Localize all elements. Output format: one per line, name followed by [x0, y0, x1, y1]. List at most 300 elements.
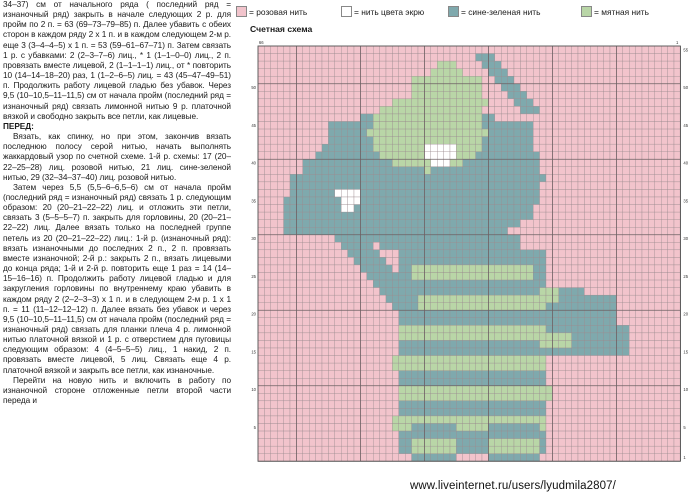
chart-cell — [437, 416, 443, 424]
chart-cell — [367, 250, 373, 258]
chart-cell — [264, 129, 270, 137]
chart-cell — [578, 257, 584, 265]
chart-cell — [540, 235, 546, 243]
chart-cell — [290, 159, 296, 167]
chart-cell — [668, 378, 674, 386]
chart-cell — [405, 333, 411, 341]
chart-cell — [296, 333, 302, 341]
chart-cell — [488, 454, 494, 462]
chart-cell — [597, 174, 603, 182]
chart-cell — [552, 439, 558, 447]
chart-cell — [303, 235, 309, 243]
chart-cell — [367, 197, 373, 205]
chart-cell — [463, 401, 469, 409]
chart-cell — [578, 69, 584, 77]
chart-cell — [271, 106, 277, 114]
chart-cell — [450, 310, 456, 318]
chart-cell — [476, 454, 482, 462]
chart-cell — [616, 61, 622, 69]
chart-cell — [284, 167, 290, 175]
chart-cell — [328, 122, 334, 130]
chart-cell — [616, 288, 622, 296]
chart-cell — [642, 303, 648, 311]
chart-cell — [604, 265, 610, 273]
chart-cell — [604, 137, 610, 145]
chart-cell — [648, 61, 654, 69]
chart-cell — [463, 152, 469, 160]
chart-cell — [373, 122, 379, 130]
chart-cell — [418, 220, 424, 228]
chart-cell — [591, 310, 597, 318]
chart-cell — [629, 84, 635, 92]
chart-cell — [584, 174, 590, 182]
chart-cell — [316, 424, 322, 432]
chart-cell — [354, 159, 360, 167]
chart-cell — [520, 137, 526, 145]
chart-cell — [591, 159, 597, 167]
chart-cell — [591, 393, 597, 401]
chart-cell — [392, 69, 398, 77]
chart-cell — [540, 114, 546, 122]
chart-cell — [290, 333, 296, 341]
chart-cell — [303, 152, 309, 160]
chart-cell — [623, 174, 629, 182]
chart-cell — [476, 416, 482, 424]
chart-cell — [482, 265, 488, 273]
chart-cell — [258, 46, 264, 54]
chart-cell — [296, 114, 302, 122]
chart-cell — [271, 363, 277, 371]
chart-cell — [520, 401, 526, 409]
chart-cell — [495, 288, 501, 296]
chart-cell — [444, 205, 450, 213]
chart-cell — [578, 393, 584, 401]
chart-cell — [469, 129, 475, 137]
chart-cell — [565, 159, 571, 167]
chart-cell — [508, 431, 514, 439]
chart-cell — [392, 84, 398, 92]
chart-cell — [540, 212, 546, 220]
chart-cell — [463, 348, 469, 356]
chart-cell — [437, 167, 443, 175]
chart-cell — [284, 273, 290, 281]
chart-cell — [277, 340, 283, 348]
chart-cell — [636, 408, 642, 416]
chart-cell — [629, 197, 635, 205]
chart-cell — [610, 295, 616, 303]
chart-cell — [316, 386, 322, 394]
chart-cell — [296, 280, 302, 288]
chart-cell — [552, 84, 558, 92]
chart-cell — [373, 378, 379, 386]
chart-cell — [591, 61, 597, 69]
chart-cell — [360, 340, 366, 348]
chart-cell — [488, 174, 494, 182]
chart-cell — [572, 205, 578, 213]
chart-cell — [623, 446, 629, 454]
chart-cell — [476, 227, 482, 235]
chart-cell — [552, 227, 558, 235]
chart-cell — [380, 182, 386, 190]
chart-cell — [546, 250, 552, 258]
chart-cell — [367, 333, 373, 341]
chart-cell — [623, 288, 629, 296]
chart-cell — [392, 378, 398, 386]
chart-cell — [674, 69, 680, 77]
chart-cell — [258, 401, 264, 409]
chart-cell — [309, 265, 315, 273]
chart-cell — [629, 280, 635, 288]
chart-cell — [328, 333, 334, 341]
chart-cell — [642, 273, 648, 281]
chart-cell — [559, 106, 565, 114]
chart-cell — [591, 288, 597, 296]
chart-cell — [629, 227, 635, 235]
chart-cell — [271, 212, 277, 220]
chart-cell — [469, 46, 475, 54]
chart-cell — [655, 363, 661, 371]
chart-cell — [520, 393, 526, 401]
chart-cell — [514, 257, 520, 265]
chart-cell — [636, 212, 642, 220]
chart-cell — [636, 84, 642, 92]
chart-cell — [572, 197, 578, 205]
chart-cell — [584, 408, 590, 416]
chart-cell — [655, 371, 661, 379]
chart-cell — [565, 265, 571, 273]
chart-cell — [405, 235, 411, 243]
chart-cell — [572, 129, 578, 137]
chart-cell — [284, 333, 290, 341]
chart-cell — [584, 61, 590, 69]
chart-cell — [367, 227, 373, 235]
chart-cell — [456, 408, 462, 416]
chart-cell — [591, 152, 597, 160]
chart-cell — [527, 174, 533, 182]
chart-cell — [386, 340, 392, 348]
chart-cell — [623, 122, 629, 130]
chart-cell — [431, 137, 437, 145]
chart-cell — [655, 152, 661, 160]
chart-cell — [533, 54, 539, 62]
chart-cell — [424, 295, 430, 303]
chart-cell — [495, 76, 501, 84]
chart-cell — [412, 295, 418, 303]
chart-cell — [540, 340, 546, 348]
chart-cell — [661, 348, 667, 356]
chart-cell — [559, 295, 565, 303]
chart-cell — [264, 393, 270, 401]
chart-cell — [444, 348, 450, 356]
chart-cell — [482, 356, 488, 364]
chart-cell — [629, 273, 635, 281]
chart-cell — [648, 280, 654, 288]
chart-cell — [616, 401, 622, 409]
chart-cell — [386, 212, 392, 220]
chart-cell — [309, 159, 315, 167]
chart-cell — [450, 91, 456, 99]
chart-cell — [444, 424, 450, 432]
chart-cell — [565, 310, 571, 318]
chart-cell — [316, 340, 322, 348]
chart-cell — [469, 205, 475, 213]
chart-cell — [277, 174, 283, 182]
chart-cell — [418, 371, 424, 379]
chart-cell — [284, 212, 290, 220]
chart-cell — [572, 386, 578, 394]
chart-cell — [584, 54, 590, 62]
chart-cell — [354, 197, 360, 205]
chart-cell — [527, 310, 533, 318]
chart-cell — [463, 356, 469, 364]
chart-cell — [584, 288, 590, 296]
chart-cell — [412, 446, 418, 454]
chart-cell — [604, 295, 610, 303]
chart-cell — [610, 386, 616, 394]
chart-cell — [277, 393, 283, 401]
chart-cell — [648, 122, 654, 130]
chart-cell — [616, 144, 622, 152]
chart-cell — [604, 54, 610, 62]
chart-cell — [610, 197, 616, 205]
chart-cell — [642, 371, 648, 379]
chart-cell — [354, 69, 360, 77]
chart-cell — [636, 325, 642, 333]
chart-cell — [661, 265, 667, 273]
chart-cell — [591, 386, 597, 394]
chart-cell — [623, 182, 629, 190]
chart-cell — [335, 288, 341, 296]
chart-cell — [316, 212, 322, 220]
chart-cell — [316, 288, 322, 296]
chart-cell — [533, 137, 539, 145]
chart-cell — [495, 189, 501, 197]
chart-cell — [495, 408, 501, 416]
chart-cell — [328, 197, 334, 205]
chart-cell — [559, 454, 565, 462]
chart-cell — [648, 250, 654, 258]
chart-cell — [424, 371, 430, 379]
chart-cell — [444, 46, 450, 54]
chart-cell — [501, 257, 507, 265]
chart-cell — [565, 325, 571, 333]
chart-cell — [572, 265, 578, 273]
chart-cell — [578, 205, 584, 213]
chart-cell — [348, 424, 354, 432]
chart-cell — [258, 61, 264, 69]
chart-cell — [495, 356, 501, 364]
chart-cell — [405, 220, 411, 228]
chart-cell — [392, 235, 398, 243]
chart-cell — [578, 76, 584, 84]
chart-cell — [610, 408, 616, 416]
chart-cell — [540, 303, 546, 311]
chart-cell — [559, 182, 565, 190]
chart-cell — [444, 144, 450, 152]
chart-cell — [508, 91, 514, 99]
chart-cell — [642, 280, 648, 288]
chart-cell — [309, 325, 315, 333]
chart-cell — [533, 129, 539, 137]
chart-cell — [405, 152, 411, 160]
chart-cell — [412, 54, 418, 62]
chart-cell — [360, 257, 366, 265]
chart-cell — [284, 106, 290, 114]
chart-cell — [380, 408, 386, 416]
y-tick-label-left: 45 — [251, 122, 256, 128]
chart-cell — [655, 333, 661, 341]
chart-cell — [488, 265, 494, 273]
chart-cell — [405, 318, 411, 326]
chart-cell — [572, 431, 578, 439]
chart-cell — [418, 310, 424, 318]
chart-cell — [373, 76, 379, 84]
chart-cell — [284, 114, 290, 122]
chart-cell — [610, 212, 616, 220]
chart-cell — [591, 257, 597, 265]
chart-cell — [508, 273, 514, 281]
chart-cell — [463, 340, 469, 348]
chart-cell — [412, 303, 418, 311]
chart-cell — [636, 333, 642, 341]
chart-cell — [360, 152, 366, 160]
chart-cell — [450, 318, 456, 326]
chart-cell — [277, 408, 283, 416]
chart-cell — [399, 144, 405, 152]
chart-cell — [565, 295, 571, 303]
chart-cell — [559, 61, 565, 69]
chart-cell — [514, 152, 520, 160]
chart-cell — [463, 318, 469, 326]
chart-cell — [303, 99, 309, 107]
chart-cell — [648, 212, 654, 220]
chart-cell — [597, 84, 603, 92]
chart-cell — [514, 91, 520, 99]
chart-cell — [412, 318, 418, 326]
chart-cell — [520, 220, 526, 228]
chart-cell — [508, 129, 514, 137]
chart-cell — [354, 91, 360, 99]
chart-cell — [290, 408, 296, 416]
chart-cell — [661, 446, 667, 454]
chart-cell — [348, 348, 354, 356]
chart-cell — [328, 401, 334, 409]
chart-cell — [597, 189, 603, 197]
chart-cell — [552, 378, 558, 386]
chart-cell — [373, 393, 379, 401]
chart-cell — [482, 363, 488, 371]
chart-cell — [501, 189, 507, 197]
chart-cell — [386, 295, 392, 303]
chart-cell — [488, 152, 494, 160]
chart-cell — [668, 114, 674, 122]
chart-cell — [501, 431, 507, 439]
chart-cell — [584, 197, 590, 205]
chart-cell — [354, 416, 360, 424]
chart-cell — [591, 144, 597, 152]
chart-cell — [463, 280, 469, 288]
chart-cell — [386, 235, 392, 243]
chart-cell — [367, 273, 373, 281]
chart-cell — [424, 273, 430, 281]
chart-cell — [277, 386, 283, 394]
chart-cell — [578, 54, 584, 62]
chart-cell — [559, 235, 565, 243]
chart-cell — [303, 431, 309, 439]
chart-cell — [386, 318, 392, 326]
chart-cell — [655, 273, 661, 281]
chart-cell — [597, 54, 603, 62]
chart-cell — [527, 371, 533, 379]
chart-cell — [328, 371, 334, 379]
chart-cell — [335, 257, 341, 265]
chart-cell — [636, 303, 642, 311]
chart-cell — [264, 54, 270, 62]
chart-cell — [392, 363, 398, 371]
chart-cell — [655, 69, 661, 77]
chart-cell — [629, 446, 635, 454]
chart-cell — [271, 205, 277, 213]
chart-cell — [661, 325, 667, 333]
chart-cell — [636, 340, 642, 348]
chart-cell — [450, 76, 456, 84]
chart-cell — [290, 235, 296, 243]
chart-cell — [296, 212, 302, 220]
chart-cell — [642, 69, 648, 77]
chart-cell — [533, 114, 539, 122]
chart-cell — [431, 371, 437, 379]
chart-cell — [674, 340, 680, 348]
chart-cell — [322, 114, 328, 122]
chart-cell — [444, 386, 450, 394]
chart-cell — [616, 265, 622, 273]
chart-cell — [341, 159, 347, 167]
chart-cell — [405, 439, 411, 447]
chart-cell — [284, 348, 290, 356]
chart-cell — [514, 348, 520, 356]
chart-cell — [316, 189, 322, 197]
chart-cell — [674, 205, 680, 213]
chart-cell — [674, 227, 680, 235]
chart-cell — [412, 174, 418, 182]
chart-cell — [623, 454, 629, 462]
chart-cell — [661, 439, 667, 447]
y-tick-label-right: 35 — [683, 198, 689, 204]
chart-cell — [335, 408, 341, 416]
chart-cell — [373, 431, 379, 439]
chart-cell — [322, 144, 328, 152]
chart-cell — [303, 144, 309, 152]
chart-cell — [290, 189, 296, 197]
chart-cell — [309, 273, 315, 281]
chart-cell — [335, 401, 341, 409]
chart-cell — [469, 318, 475, 326]
chart-cell — [495, 424, 501, 432]
chart-cell — [284, 439, 290, 447]
chart-cell — [290, 303, 296, 311]
chart-cell — [412, 212, 418, 220]
chart-cell — [591, 69, 597, 77]
chart-cell — [341, 424, 347, 432]
chart-cell — [437, 159, 443, 167]
chart-cell — [610, 205, 616, 213]
chart-cell — [495, 446, 501, 454]
chart-cell — [296, 205, 302, 213]
chart-cell — [258, 227, 264, 235]
chart-cell — [309, 310, 315, 318]
chart-cell — [463, 182, 469, 190]
chart-cell — [533, 393, 539, 401]
